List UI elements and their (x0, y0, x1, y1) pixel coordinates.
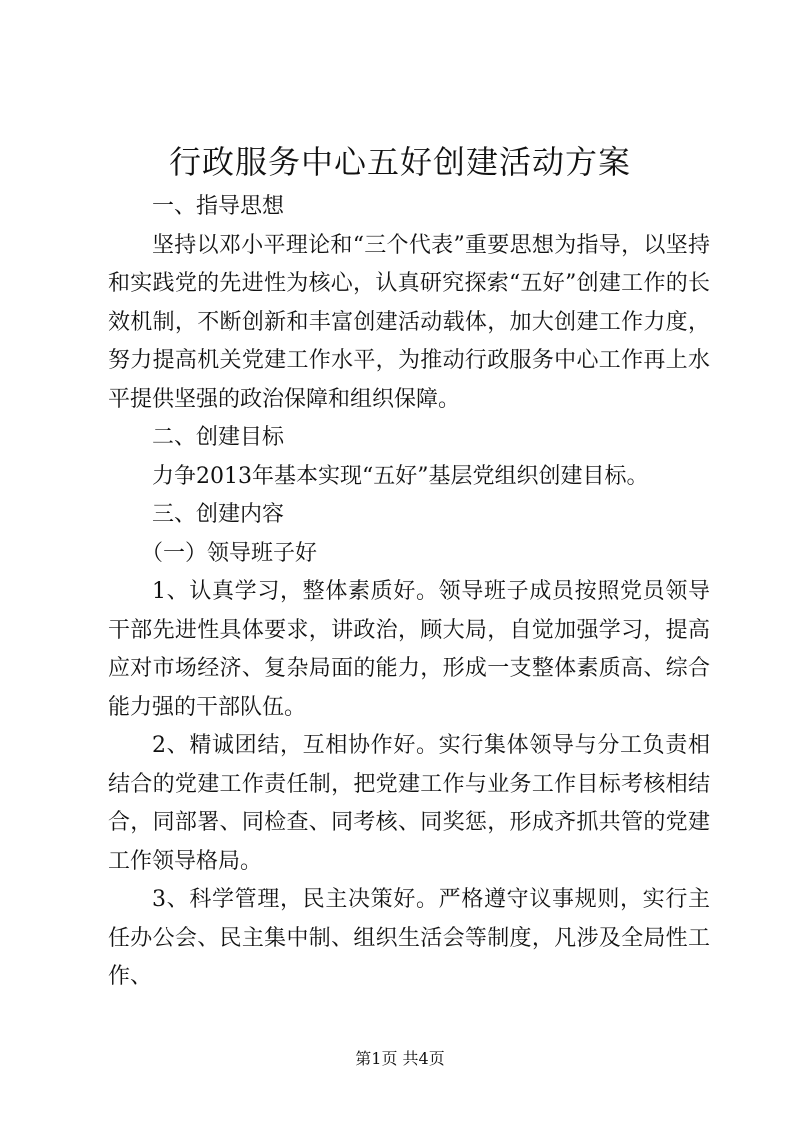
paragraph: 坚持以邓小平理论和“三个代表”重要思想为指导，以坚持和实践党的先进性为核心，认真研究探索“五好”创建工作的长效机制，不断创新和丰富创建活动载体，加大创建工作力度，努力提高机关党建工作水平，为推动行政服务中心工作再上水平提供坚强的政治保障和组织保障。 (108, 232, 710, 412)
section-heading: 三、创建内容 (152, 502, 285, 527)
document-title: 行政服务中心五好创建活动方案 (168, 143, 631, 181)
paragraph: 3、科学管理，民主决策好。严格遵守议事规则，实行主任办公会、民主集中制、组织生活会等制度，凡涉及全局性工作、 (108, 887, 710, 989)
paragraph: 力争2013年基本实现“五好”基层党组织创建目标。 (152, 463, 649, 489)
section-heading: 一、指导思想 (152, 194, 285, 219)
document-body (108, 188, 710, 997)
paragraph: 2、精诚团结，互相协作好。实行集体领导与分工负责相结合的党建工作责任制，把党建工作与业务工作目标考核相结合，同部署、同检查、同考核、同奖惩，形成齐抓共管的党建工作领导格局。 (108, 733, 710, 874)
paragraph: 1、认真学习，整体素质好。领导班子成员按照党员领导干部先进性具体要求，讲政治，顾大局，自觉加强学习，提高应对市场经济、复杂局面的能力，形成一支整体素质高、综合能力强的干部队伍。 (108, 579, 710, 720)
section-heading: 二、创建目标 (152, 425, 285, 450)
subsection-heading: （一）领导班子好 (141, 540, 318, 566)
page-footer: 第1页 共4页 (355, 1049, 445, 1068)
